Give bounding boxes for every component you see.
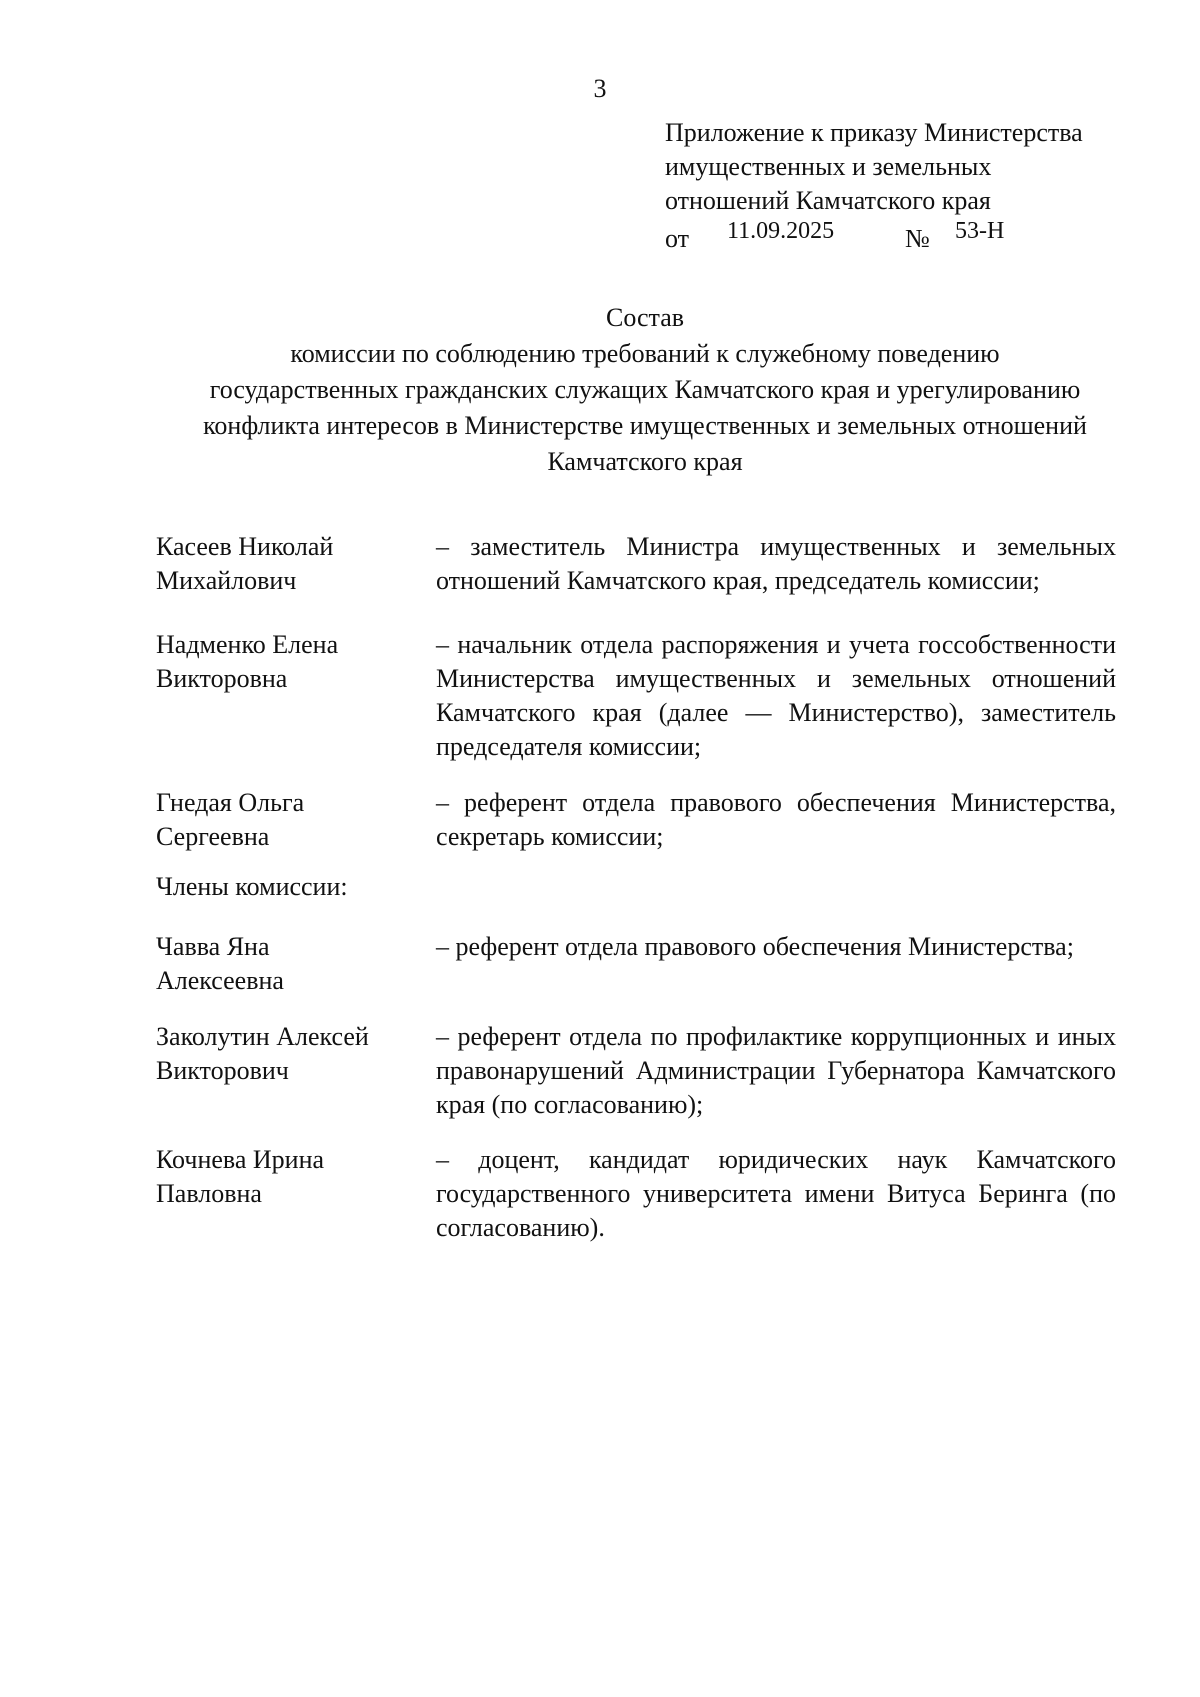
members-label: Члены комиссии:	[156, 872, 348, 901]
appendix-line-3: отношений Камчатского края	[665, 186, 991, 215]
member-name	[156, 1020, 426, 1088]
order-reference	[665, 218, 1165, 252]
order-number: 53-Н	[955, 218, 1005, 244]
number-sign: №	[905, 224, 930, 253]
member-name	[156, 628, 426, 696]
order-date: 11.09.2025	[727, 218, 835, 244]
member-name-line-1: Надменко Елена	[156, 630, 339, 659]
member-role: – референт отдела правового обеспечения Министерства, секретарь комиссии;	[436, 788, 1116, 851]
title-line-2: государственных гражданских служащих Камчатского края и урегулированию	[209, 375, 1081, 404]
member-name-line-2: Викторовна	[156, 664, 288, 693]
member-name-line-2: Павловна	[156, 1179, 262, 1208]
member-role: – заместитель Министра имущественных и земельных отношений Камчатского края, председатель комиссии;	[436, 532, 1116, 595]
title-line-4: Камчатского края	[547, 447, 743, 476]
member-name-line-2: Михайлович	[156, 566, 297, 595]
member-name-line-2: Сергеевна	[156, 822, 270, 851]
title-line-3: конфликта интересов в Министерстве имущественных и земельных отношений	[203, 411, 1087, 440]
member-name	[156, 1143, 426, 1211]
appendix-line-1: Приложение к приказу Министерства	[665, 118, 1083, 147]
member-name-line-2: Викторович	[156, 1056, 289, 1085]
member-role: – референт отдела правового обеспечения Министерства;	[436, 932, 1074, 961]
title-line-1: комиссии по соблюдению требований к служебному поведению	[290, 339, 1000, 368]
from-label: от	[665, 224, 690, 253]
member-name	[156, 530, 426, 598]
member-role: – доцент, кандидат юридических наук Камчатского государственного университета имени Витуса Беринга (по согласованию).	[436, 1145, 1116, 1242]
member-role: – референт отдела по профилактике коррупционных и иных правонарушений Администрации Губернатора Камчатского края (по согласованию);	[436, 1022, 1116, 1119]
appendix-header	[665, 116, 1165, 252]
member-name	[156, 930, 426, 998]
member-name-line-1: Чавва Яна	[156, 932, 270, 961]
title-heading: Состав	[605, 303, 685, 332]
member-name-line-1: Касеев Николай	[156, 532, 334, 561]
appendix-line-2: имущественных и земельных	[665, 152, 992, 181]
member-name-line-1: Кочнева Ирина	[156, 1145, 325, 1174]
member-name-line-1: Заколутин Алексей	[156, 1022, 369, 1051]
member-name-line-2: Алексеевна	[156, 966, 284, 995]
member-name-line-1: Гнедая Ольга	[156, 788, 305, 817]
member-name	[156, 786, 426, 854]
member-role: – начальник отдела распоряжения и учета госсобственности Министерства имущественных и земельных отношений Камчатского края (далее — Министерство), заместитель председателя комиссии;	[436, 630, 1116, 761]
document-title	[140, 300, 1150, 480]
page-number: 3	[593, 74, 607, 103]
